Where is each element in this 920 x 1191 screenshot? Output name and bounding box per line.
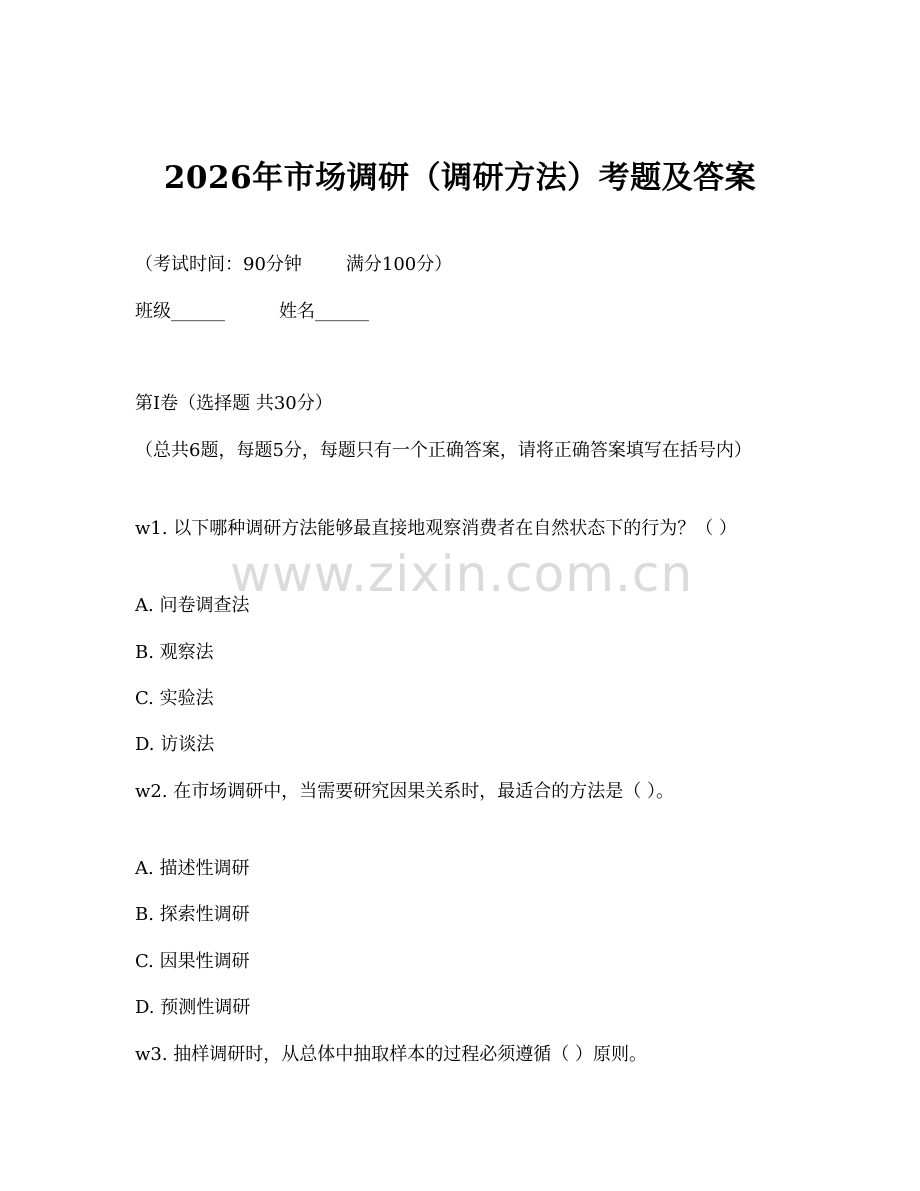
document-title: 2026年市场调研（调研方法）考题及答案	[163, 160, 757, 196]
name-field: 姓名______	[279, 301, 369, 322]
question-1-option-c: C. 实验法	[135, 688, 214, 709]
exam-info	[135, 252, 452, 278]
section-instructions: （总共6题，每题5分，每题只有一个正确答案，请将正确答案填写在括号内）	[135, 440, 752, 461]
section-heading: 第I卷（选择题 共30分）	[135, 393, 333, 414]
student-fields	[135, 299, 369, 325]
question-3-stem: w3. 抽样调研时，从总体中抽取样本的过程必须遵循（ ）原则。	[135, 1044, 648, 1065]
exam-time: （考试时间：90分钟	[135, 254, 302, 275]
question-1-option-d: D. 访谈法	[135, 734, 215, 755]
question-2-stem: w2. 在市场调研中，当需要研究因果关系时，最适合的方法是（ ）。	[135, 781, 675, 802]
question-2-option-c: C. 因果性调研	[135, 951, 250, 972]
question-1-stem: w1. 以下哪种调研方法能够最直接地观察消费者在自然状态下的行为？（ ）	[135, 518, 738, 539]
watermark: www.zixin.com.cn	[230, 545, 694, 603]
exam-full-score: 满分100分）	[345, 254, 453, 275]
question-1-option-b: B. 观察法	[135, 642, 214, 663]
class-field: 班级______	[135, 301, 225, 322]
question-2-option-d: D. 预测性调研	[135, 997, 251, 1018]
question-1-option-a: A. 问卷调查法	[135, 595, 250, 616]
question-2-option-b: B. 探索性调研	[135, 904, 250, 925]
question-2-option-a: A. 描述性调研	[135, 858, 250, 879]
